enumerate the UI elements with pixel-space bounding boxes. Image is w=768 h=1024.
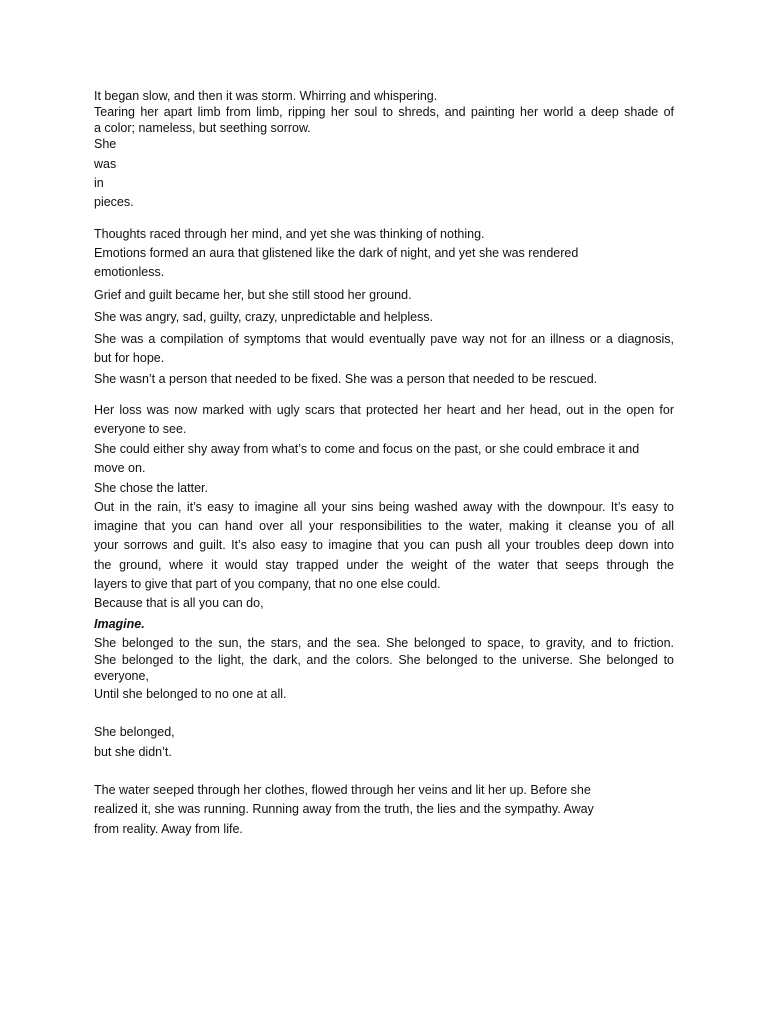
- text-line: emotionless.: [94, 265, 165, 279]
- text-line: She belonged,: [94, 725, 175, 739]
- text-line: Tearing her apart limb from limb, ripping her soul to shreds, and painting her world a deep shade of: [94, 105, 674, 119]
- text-line: She was angry, sad, guilty, crazy, unpredictable and helpless.: [94, 310, 434, 324]
- text-line: Out in the rain, it’s easy to imagine all your sins being washed away with the downpour. It’s easy to: [94, 500, 674, 514]
- text-line: It began slow, and then it was storm. Whirring and whispering.: [94, 89, 438, 103]
- text-line: Until she belonged to no one at all.: [94, 687, 287, 701]
- text-line: Emotions formed an aura that glistened like the dark of night, and yet she was rendered: [94, 246, 579, 260]
- text-line: layers to give that part of you company, that no one else could.: [94, 577, 441, 591]
- text-line: in: [94, 176, 104, 190]
- text-line: everyone,: [94, 669, 149, 683]
- text-line: She belonged to the sun, the stars, and the sea. She belonged to space, to gravity, and to friction.: [94, 636, 674, 650]
- text-line: She was a compilation of symptoms that would eventually pave way not for an illness or a diagnosis,: [94, 332, 674, 346]
- text-line: your sorrows and guilt. It’s also easy to imagine that you can push all your troubles deep down into: [94, 538, 674, 552]
- text-line: pieces.: [94, 195, 134, 209]
- text-line: She: [94, 137, 117, 151]
- text-line: Thoughts raced through her mind, and yet she was thinking of nothing.: [94, 227, 485, 241]
- text-line: but she didn’t.: [94, 745, 172, 759]
- text-line: She belonged to the light, the dark, and the colors. She belonged to the universe. She belonged to: [94, 653, 674, 667]
- text-line: She wasn’t a person that needed to be fixed. She was a person that needed to be rescued.: [94, 372, 598, 386]
- text-line: She chose the latter.: [94, 481, 208, 495]
- text-line: realized it, she was running. Running away from the truth, the lies and the sympathy. Away: [94, 802, 594, 816]
- text-line: the ground, where it would stay trapped under the weight of the water that seeps through the: [94, 558, 674, 572]
- text-line: a color; nameless, but seething sorrow.: [94, 121, 311, 135]
- text-line: Grief and guilt became her, but she still stood her ground.: [94, 288, 412, 302]
- text-line: but for hope.: [94, 351, 165, 365]
- text-line: imagine that you can hand over all your responsibilities to the water, making it cleanse you of all: [94, 519, 674, 533]
- text-line: The water seeped through her clothes, flowed through her veins and lit her up. Before she: [94, 783, 591, 797]
- text-line: move on.: [94, 461, 146, 475]
- text-line: Her loss was now marked with ugly scars that protected her heart and her head, out in the open for: [94, 403, 674, 417]
- text-line: everyone to see.: [94, 422, 187, 436]
- text-line: She could either shy away from what’s to come and focus on the past, or she could embrace it and: [94, 442, 640, 456]
- emphasis-line: Imagine.: [94, 617, 145, 631]
- text-line: from reality. Away from life.: [94, 822, 243, 836]
- text-line: was: [94, 157, 117, 171]
- text-line: Because that is all you can do,: [94, 596, 264, 610]
